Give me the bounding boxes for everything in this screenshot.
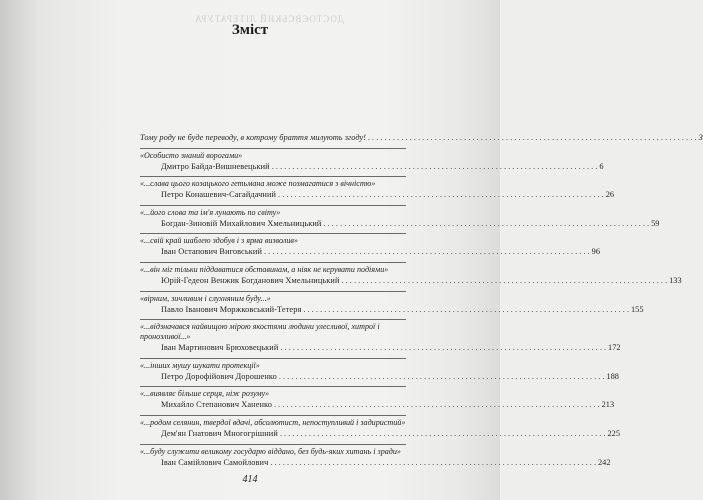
toc-quote: «...інших мушу шукати протекції» bbox=[140, 360, 260, 370]
toc-quote: «...свій край шаблею здобув і з ярма визволив» bbox=[140, 236, 298, 246]
toc-entry bbox=[140, 293, 644, 315]
leader-dots bbox=[264, 246, 590, 257]
leader-dots bbox=[303, 304, 629, 315]
leader-dots bbox=[270, 457, 596, 468]
divider bbox=[140, 358, 406, 359]
toc-page-number: 213 bbox=[601, 400, 615, 410]
toc-page-number: 242 bbox=[598, 457, 611, 467]
toc-page-number: 26 bbox=[605, 190, 614, 200]
divider bbox=[140, 319, 406, 320]
toc-entry bbox=[140, 322, 621, 353]
toc-author-line bbox=[140, 161, 604, 172]
toc-entry bbox=[140, 236, 600, 257]
toc-author: Петро Дорофійович Дорошенко bbox=[161, 371, 277, 381]
toc-entry bbox=[140, 264, 682, 286]
divider bbox=[140, 291, 406, 292]
toc-page-number: 188 bbox=[606, 371, 619, 381]
toc-entry bbox=[140, 389, 615, 410]
toc-entry bbox=[140, 360, 619, 382]
toc-author-line bbox=[140, 218, 660, 229]
leader-dots bbox=[278, 189, 604, 200]
toc-author: Іван Остапович Виговський bbox=[161, 247, 263, 257]
toc-author: Дмитро Байда-Вишневецький bbox=[161, 161, 270, 171]
toc-author: Дем'ян Гнатович Многогрішний bbox=[161, 428, 278, 438]
toc-page-number: 6 bbox=[599, 161, 604, 171]
toc-entry bbox=[140, 179, 614, 200]
toc-page-number: 225 bbox=[607, 428, 620, 438]
toc-author-line bbox=[140, 304, 644, 315]
toc-quote: «...слава цього козацького гетьмана може позмагатися з вічністю» bbox=[140, 179, 376, 189]
page-title: Зміст bbox=[231, 22, 269, 38]
toc-author-line bbox=[140, 189, 614, 200]
toc-entry bbox=[140, 133, 703, 143]
leader-dots bbox=[342, 275, 668, 286]
toc-author: Богдан-Зиновій Михайлович Хмельницький bbox=[161, 218, 322, 228]
leader-dots bbox=[280, 428, 606, 439]
toc-quote: «вірним, зичливим і слухняним буду...» bbox=[140, 293, 271, 303]
toc-page-number: 155 bbox=[631, 304, 644, 314]
divider bbox=[140, 148, 406, 149]
leader-dots bbox=[280, 342, 606, 353]
toc-author: Михайло Степанович Ханенко bbox=[161, 400, 272, 410]
toc-entry bbox=[140, 417, 620, 439]
toc-quote: «...родом селянин, твердої вдачі, абсолютист, непоступливий і задиристий» bbox=[140, 417, 406, 427]
toc-author: Іван Мартинович Брюховецький bbox=[161, 343, 279, 353]
toc-author-line bbox=[140, 428, 620, 439]
toc-quote: «Особисто знаний ворогами» bbox=[140, 150, 243, 160]
toc-page-number: 3 bbox=[698, 133, 703, 142]
toc-page-number: 59 bbox=[651, 218, 660, 228]
leader-dots bbox=[272, 161, 598, 172]
divider bbox=[140, 233, 406, 234]
page-number: 414 bbox=[242, 474, 258, 485]
toc-entry bbox=[140, 446, 611, 468]
toc-author: Павло Іванович Моржковський-Тетеря bbox=[161, 304, 302, 314]
toc-author-line bbox=[140, 371, 619, 382]
leader-dots bbox=[368, 133, 697, 143]
divider bbox=[140, 262, 406, 263]
toc-quote: «...буду служити великому государю віддано, без будь-яких хитань і зради» bbox=[140, 446, 401, 456]
divider bbox=[140, 415, 406, 416]
table-of-contents bbox=[140, 133, 703, 472]
toc-entry bbox=[140, 207, 660, 229]
toc-quote: «...він міг тільки піддаватися обставинам, а ніяк не керувати подіями» bbox=[140, 264, 389, 274]
toc-author-line bbox=[140, 457, 611, 468]
toc-quote-text: Тому роду не буде переводу, в котрому браття милують згоду! bbox=[140, 133, 366, 142]
divider bbox=[140, 444, 406, 445]
toc-quote: «...виявляє більше серця, ніж розуму» bbox=[140, 389, 270, 399]
toc-page-number: 133 bbox=[669, 275, 682, 285]
toc-author-line bbox=[140, 342, 621, 353]
leader-dots bbox=[279, 371, 605, 382]
toc-author: Іван Самійлович Самойлович bbox=[161, 457, 269, 467]
toc-author: Юрій-Гедеон Венжик Богданович Хмельницький bbox=[161, 275, 340, 285]
divider bbox=[140, 386, 406, 387]
toc-quote bbox=[140, 133, 703, 143]
divider bbox=[140, 205, 406, 206]
leader-dots bbox=[323, 218, 649, 229]
divider bbox=[140, 176, 406, 177]
toc-entry bbox=[140, 150, 604, 172]
toc-quote: «...його слова та ім'я лунають по світу» bbox=[140, 207, 281, 217]
toc-page-number: 172 bbox=[608, 343, 621, 353]
bleed-through-text: ДОСТОЄВСЬКИЙ ЛІТЕРАТУРА bbox=[194, 14, 344, 24]
leader-dots bbox=[274, 399, 600, 410]
toc-author-line bbox=[140, 399, 615, 410]
toc-author: Петро Конашевич-Сагайдачний bbox=[161, 190, 277, 200]
toc-author-line bbox=[140, 246, 600, 257]
toc-page-number: 96 bbox=[591, 247, 600, 257]
toc-quote: «...відзначався найвищою мірою якостями людини улесливої, хитрої і пронозливої...» bbox=[140, 322, 380, 342]
toc-author-line bbox=[140, 275, 682, 286]
